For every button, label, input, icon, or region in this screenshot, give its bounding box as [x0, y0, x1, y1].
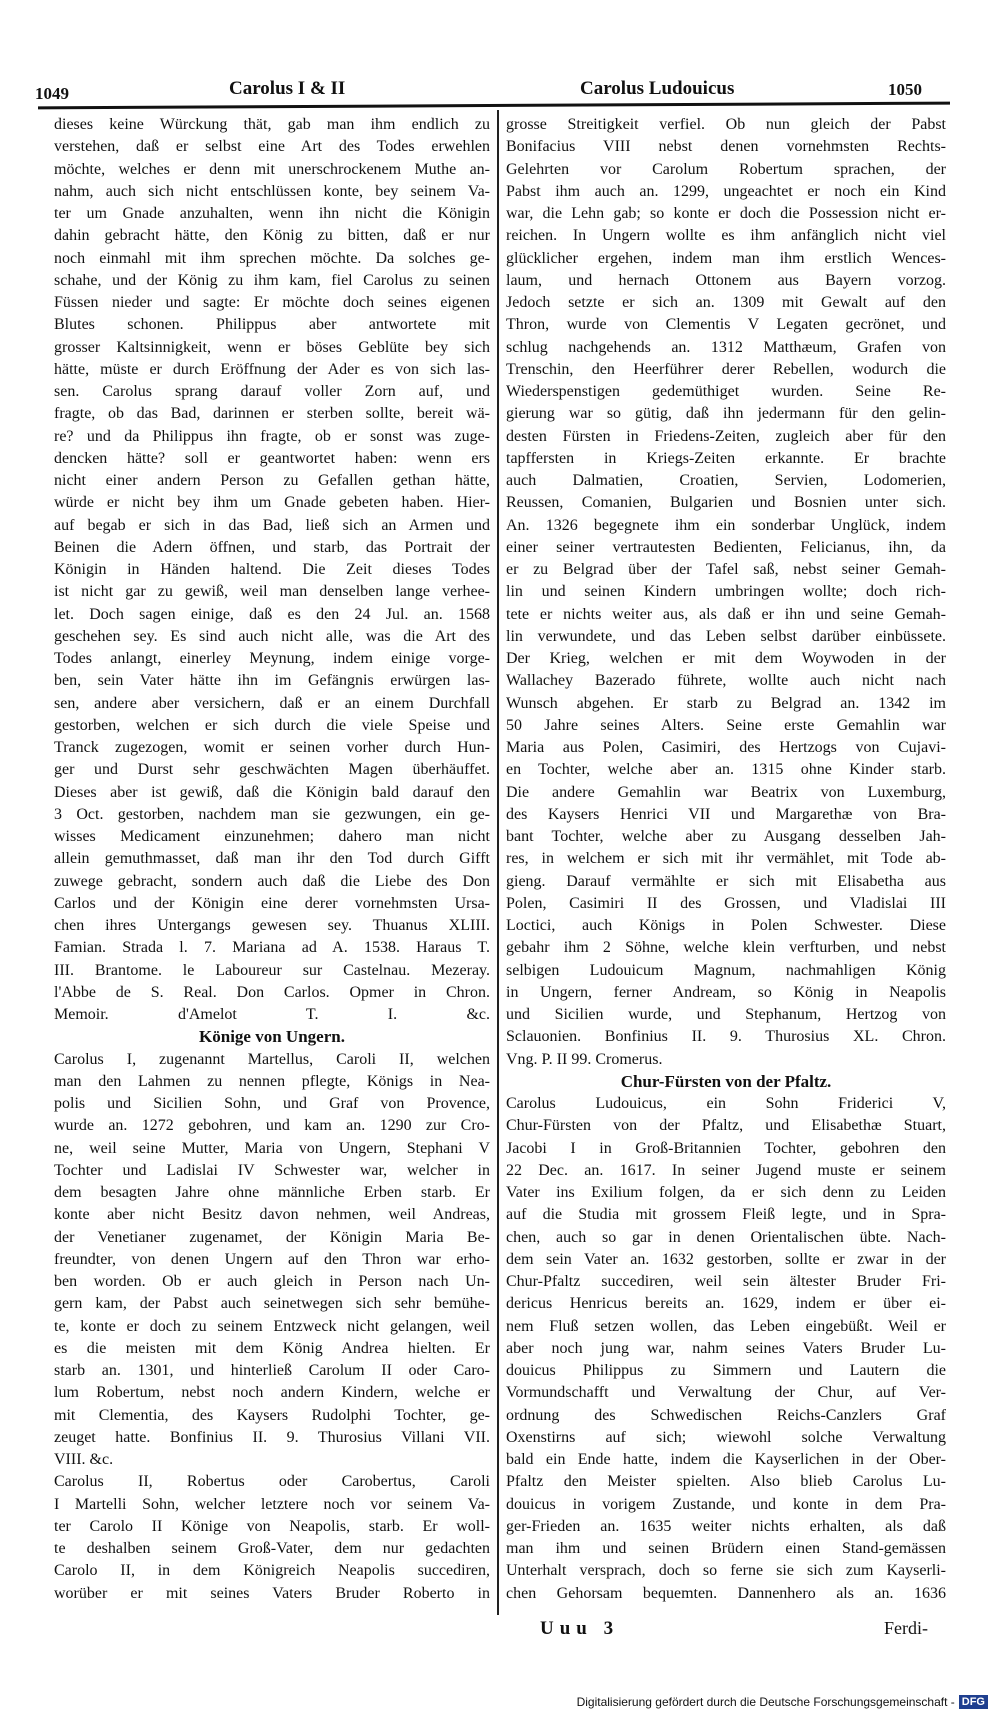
- text-line: ben worden. Ob er auch gleich in Person nach Un-: [54, 1273, 490, 1290]
- text-line: Wallachey Bazerado führete, wollte auch nicht nach: [506, 672, 946, 690]
- text-line: Blutes schonen. Philippus aber antwortete mit: [54, 316, 490, 334]
- text-line: mit Clementia, des Kaysers Rudolphi Tochter, ge-: [54, 1406, 490, 1424]
- text-line: möchte, welches er denn mit unerschrockenem Muthe an-: [54, 160, 490, 178]
- text-line: 3 Oct. gestorben, nachdem man sie gezwungen, ein ge-: [54, 805, 490, 823]
- text-line: verstehen, daß er selbst eine Art des Todes erwehlen: [54, 138, 490, 156]
- text-line: Dieses aber ist gewiß, daß die Königin bald darauf den: [54, 783, 490, 801]
- text-line: ger und Durst sehr geschwächten Magen überhäuffet.: [54, 761, 490, 779]
- text-line: war, die Lehn gab; so konte er doch die Possession nicht er-: [506, 205, 946, 222]
- text-line: man den Lahmen zu nennen pflegte, Königs in Nea-: [54, 1072, 490, 1090]
- text-line: dieses keine Würckung thät, gab man ihm endlich zu: [54, 116, 490, 133]
- digitization-footer: [577, 1695, 988, 1709]
- text-line: douicus Philippus zu Simmern und Lautern die: [506, 1362, 946, 1379]
- text-line: Pabst ihm auch an. 1299, ungeachtet er noch ein Kind: [506, 182, 946, 200]
- page-number-left: 1049: [35, 84, 69, 103]
- text-line: ger-Frieden an. 1635 weiter nichts erhalten, als daß: [506, 1517, 946, 1535]
- text-line: Carolus I, zugenannt Martellus, Caroli II, welchen: [54, 1050, 490, 1068]
- text-line: einer seiner vertrautesten Bedienten, Felicianus, ihn, da: [506, 538, 946, 556]
- text-line: hätte, müste er durch Eröffnung der Ader es von sich las-: [54, 360, 490, 378]
- running-head-left: Carolus I & II: [229, 78, 346, 99]
- text-line: Vater ins Exilium folgen, da er sich denn zu Leiden: [506, 1184, 946, 1201]
- page-number-right: 1050: [888, 80, 922, 99]
- text-line: Der Krieg, welchen er mit dem Woywoden in der: [506, 650, 946, 667]
- text-line: dem sein Vater an. 1632 gestorben, sollte er zwar in der: [506, 1250, 946, 1268]
- text-line: gern kam, der Pabst auch seinetwegen sich sehr bemühe-: [54, 1295, 490, 1313]
- header-rule: [38, 102, 950, 110]
- text-line: nicht einer andern Person zu Gefallen gethan hätte,: [54, 472, 490, 489]
- text-line: Reussen, Comanien, Bulgarien und Bosnien unter sich.: [506, 494, 946, 512]
- text-line: bald ein Ende hatte, indem die Kayserlichen in der Ober-: [506, 1451, 946, 1468]
- text-line: wisses Medicament einzunehmen; dahero man nicht: [54, 828, 490, 845]
- text-line: Jacobi I in Groß-Britannien Tochter, gebohren den: [506, 1139, 946, 1157]
- text-line: glücklicher ergehen, indem man ihm erstlich Wences-: [506, 249, 946, 267]
- text-line: douicus in vorigem Zustande, und konte in dem Pra-: [506, 1495, 946, 1513]
- text-line: 22 Dec. an. 1617. In seiner Jugend muste er seinem: [506, 1161, 946, 1179]
- text-line: Sclauonien. Bonfinius II. 9. Thurosius XL. Chron.: [506, 1028, 946, 1046]
- text-line: Carolus Ludouicus, ein Sohn Friderici V,: [506, 1095, 946, 1112]
- text-line: Vng. P. II 99. Cromerus.: [506, 1050, 663, 1068]
- text-line: An. 1326 begegnete ihm ein sonderbar Unglück, indem: [506, 516, 946, 534]
- text-line: Wiederspenstigen gedemüthiget wurden. Seine Re-: [506, 383, 946, 400]
- text-line: ne, weil seine Mutter, Maria von Ungern, Stephani V: [54, 1139, 490, 1157]
- section-heading: Chur-Fürsten von der Pfaltz.: [620, 1071, 832, 1091]
- text-line: zuwege gebracht, sondern auch daß die Liebe des Don: [54, 872, 490, 890]
- text-line: man ihm und seinen Brüdern einen Stand-gemässen: [506, 1540, 946, 1557]
- text-line: sen. Carolus sprang darauf voller Zorn auf, und: [54, 383, 490, 400]
- text-line: gieng. Darauf vermählte er sich mit Elisabetha aus: [506, 872, 946, 890]
- text-line: lin verwundete, und das Leben selbst darüber einbüssete.: [506, 627, 946, 645]
- text-line: Thron, wurde von Clementis V Legaten gecrönet, und: [506, 316, 946, 334]
- text-line: nem Fluß setzen wollen, das Leben eingebüßt. Weil er: [506, 1317, 946, 1335]
- text-line: tete er nichts weiter aus, als daß er ihn und seine Gemah-: [506, 605, 946, 623]
- text-line: dencken hätte? soll er geantwortet haben: wenn ers: [54, 449, 490, 467]
- text-line: Die andere Gemahlin war Beatrix von Luxemburg,: [506, 783, 946, 801]
- text-line: Beinen die Adern öffnen, und starb, das Portrait der: [54, 538, 490, 556]
- text-line: Königin in Händen haltend. Die Zeit dieses Todes: [54, 561, 490, 578]
- text-line: freundter, von denen Ungern auf den Thron war erho-: [54, 1250, 490, 1268]
- text-line: Wunsch abgehen. Er starb zu Belgrad an. 1342 im: [506, 694, 946, 712]
- text-line: Famian. Strada l. 7. Mariana ad A. 1538. Haraus T.: [54, 939, 490, 957]
- text-line: ter Carolo II Könige von Neapolis, starb. Er woll-: [54, 1517, 490, 1535]
- text-line: nahm, auch sich nicht entschlüssen konte, bey seinem Va-: [54, 182, 490, 200]
- text-line: Memoir. d'Amelot T. I. &c.: [54, 1006, 490, 1023]
- text-line: Tranck zugezogen, womit er seinen vorher durch Hun-: [54, 739, 490, 756]
- text-line: Vormundschafft und Verwaltung der Chur, auf Ver-: [506, 1384, 946, 1402]
- text-line: ben, sein Vater hätte ihn im Gefängnis erwürgen las-: [54, 672, 490, 690]
- footer-text: Digitalisierung gefördert durch die Deutsche Forschungsgemeinschaft -: [576, 1695, 955, 1709]
- text-line: Pfaltz den Meister spielten. Also blieb Carolus Lu-: [506, 1473, 946, 1491]
- text-line: reichen. In Ungern wollte es ihm anfänglich nicht viel: [506, 227, 946, 245]
- text-line: dahin gebracht hätte, den König zu bitten, daß er nur: [54, 227, 490, 245]
- text-line: I Martelli Sohn, welcher letztere noch vor seinem Va-: [54, 1495, 490, 1513]
- text-line: tapffersten in Kriegs-Zeiten erkannte. Er brachte: [506, 449, 946, 467]
- text-line: Polen, Casimiri II des Grossen, und Vladislai III: [506, 894, 946, 912]
- text-line: Loctici, auch Königs in Polen Schwester. Diese: [506, 917, 946, 934]
- text-line: Carlos und der Königin eine derer vornehmsten Ursa-: [54, 894, 490, 912]
- text-line: Trenschin, den Heerführer derer Rebellen, wodurch die: [506, 360, 946, 378]
- text-line: Maria aus Polen, Casimiri, des Hertzogs von Cujavi-: [506, 739, 946, 756]
- text-line: chen Gehorsam bequemten. Dannenhero als an. 1636: [506, 1584, 946, 1602]
- text-line: gierung war so gütig, daß ihn jedermann für den gelin-: [506, 405, 946, 423]
- text-line: ter um Gnade anzuhalten, wenn ihn nicht die Königin: [54, 205, 490, 222]
- text-line: in Ungern, ferner Andream, so König in Neapolis: [506, 983, 946, 1001]
- text-line: der Venetianer zugenamet, der Königin Maria Be-: [54, 1228, 490, 1246]
- right-column: [506, 114, 946, 1605]
- text-line: polis und Sicilien Sohn, und Graf von Provence,: [54, 1095, 490, 1112]
- text-line: chen ihres Untergangs gewesen sey. Thuanus XLIII.: [54, 917, 490, 934]
- text-line: desten Fürsten in Friedens-Zeiten, zugleich aber für den: [506, 427, 946, 445]
- text-line: er zu Belgrad über der Tafel saß, nebst seiner Gemah-: [506, 561, 946, 578]
- signature-mark: Uuu 3: [540, 1618, 620, 1639]
- text-line: Gelehrten vor Carolum Robertum sprachen, der: [506, 160, 946, 178]
- text-line: Oxenstirns auf sich; wiewohl solche Verwaltung: [506, 1428, 946, 1446]
- text-line: geschehen sey. Es sind auch nicht alle, was die Art des: [54, 627, 490, 645]
- text-line: starb an. 1301, und hinterließ Carolum II oder Caro-: [54, 1362, 490, 1379]
- text-line: auf begab er sich in das Bad, ließ sich an Armen und: [54, 516, 490, 534]
- text-line: bant Tochter, welche aber zu Ausgang desselben Jah-: [506, 828, 946, 845]
- text-line: aber noch jung war, nahm seines Vaters Bruder Lu-: [506, 1339, 946, 1357]
- text-line: Bonifacius VIII nebst denen vornehmsten Rechts-: [506, 138, 946, 156]
- text-line: schahe, und der König zu ihm kam, fiel Carolus zu seinen: [54, 271, 490, 289]
- text-line: Carolo II, in dem Königreich Neapolis succediren,: [54, 1562, 490, 1580]
- text-line: ordnung des Schwedischen Reichs-Canzlers Graf: [506, 1406, 946, 1424]
- text-line: allein gemuthmasset, daß man ihr den Tod durch Gifft: [54, 850, 490, 868]
- text-line: lum Robertum, nebst noch andern Kindern, welche er: [54, 1384, 490, 1402]
- text-line: des Kaysers Henrici VII und Margarethæ von Bra-: [506, 805, 946, 823]
- text-line: VIII. &c.: [54, 1451, 114, 1468]
- text-line: dericus Henricus bereits an. 1629, indem er über ei-: [506, 1295, 946, 1313]
- text-line: gebahr ihm 2 Söhne, welche klein verfturben, und nebst: [506, 939, 946, 957]
- section-heading: Könige von Ungern.: [199, 1027, 345, 1047]
- text-line: worüber er mit seines Vaters Bruder Roberto in: [54, 1584, 490, 1602]
- text-line: grosse Streitigkeit verfiel. Ob nun gleich der Pabst: [506, 116, 946, 133]
- column-divider: [497, 110, 499, 1615]
- text-line: Chur-Pfaltz succediren, weil sein ältester Bruder Fri-: [506, 1273, 946, 1290]
- text-line: noch einmahl mit ihm sprechen möchte. Da solches ge-: [54, 249, 490, 267]
- text-line: Carolus II, Robertus oder Carobertus, Caroli: [54, 1473, 490, 1491]
- text-line: gestorben, welchen er sich durch die viele Speise und: [54, 716, 490, 734]
- text-line: zeuget hatte. Bonfinius II. 9. Thurosius Villani VII.: [54, 1428, 490, 1446]
- text-line: ist nicht gar zu gewiß, weil man denselben lange verhee-: [54, 583, 490, 601]
- text-line: konte aber nicht Besitz davon nehmen, weil Andreas,: [54, 1206, 490, 1224]
- text-line: lin und seinen Kindern umbringen wollte; doch rich-: [506, 583, 946, 601]
- dfg-logo: DFG: [959, 1695, 988, 1709]
- text-line: Tochter und Ladislai IV Schwester war, welcher in: [54, 1161, 490, 1179]
- text-line: schlug nachgehends an. 1312 Matthæum, Grafen von: [506, 338, 946, 356]
- text-line: III. Brantome. le Laboureur sur Castelnau. Mezeray.: [54, 961, 490, 979]
- text-line: te, konte er doch zu seinem Entzweck nicht gelangen, weil: [54, 1317, 490, 1335]
- text-line: let. Doch sagen einige, daß es den 24 Jul. an. 1568: [54, 605, 490, 623]
- text-line: Jedoch setzte er sich an. 1309 mit Gewalt auf den: [506, 294, 946, 311]
- text-line: te deshalben seinem Groß-Vater, dem nur gedachten: [54, 1540, 490, 1557]
- running-head-right: Carolus Ludouicus: [580, 78, 735, 99]
- text-line: und Sicilien wurde, und Stephanum, Hertzog von: [506, 1006, 946, 1023]
- text-line: res, in welchem er sich mit ihr vermählet, mit Tode ab-: [506, 850, 946, 868]
- text-line: 50 Jahre seines Alters. Seine erste Gemahlin war: [506, 716, 946, 734]
- text-line: sen, andere aber versichern, daß er an einem Durchfall: [54, 694, 490, 712]
- text-line: grosser Kaltsinnigkeit, wenn er böses Geblüte bey sich: [54, 338, 490, 356]
- text-line: fragte, ob das Bad, darinnen er sterben sollte, bereit wä-: [54, 405, 490, 423]
- text-line: würde er nicht bey ihm um Gnade gebeten haben. Hier-: [54, 494, 490, 512]
- text-line: es die meisten mit dem König Andrea hielten. Er: [54, 1339, 490, 1357]
- text-line: Chur-Fürsten von der Pfaltz, und Elisabethæ Stuart,: [506, 1117, 946, 1135]
- left-column: [54, 114, 490, 1605]
- text-line: dem besagten Jahre ohne männliche Erben starb. Er: [54, 1184, 490, 1201]
- text-line: wurde an. 1272 gebohren, und kam an. 1290 zur Cro-: [54, 1117, 490, 1135]
- text-line: laum, und hernach Ottonem aus Bayern vorzog.: [506, 271, 946, 289]
- text-line: auch Dalmatien, Croatien, Servien, Lodomerien,: [506, 472, 946, 489]
- text-line: re? und da Philippus ihn fragte, ob er sonst was zuge-: [54, 427, 490, 445]
- text-line: selbigen Ludouicum Magnum, nachmahligen König: [506, 961, 946, 979]
- text-line: Füssen nieder und sagte: Er möchte doch seines eigenen: [54, 294, 490, 311]
- text-line: auf die Studia mit grossem Fleiß legte, und in Spra-: [506, 1206, 946, 1224]
- text-line: Todes anlangt, einerley Meynung, indem einige vorge-: [54, 650, 490, 667]
- text-line: Unterhalt versprach, doch so ferne sie sich zum Kayserli-: [506, 1562, 946, 1580]
- text-line: l'Abbe de S. Real. Don Carlos. Opmer in Chron.: [54, 983, 490, 1001]
- text-line: en Tochter, welche aber an. 1315 ohne Kinder starb.: [506, 761, 946, 779]
- text-line: chen, auch so gar in denen Orientalischen übte. Nach-: [506, 1228, 946, 1246]
- catchword: Ferdi-: [884, 1618, 928, 1638]
